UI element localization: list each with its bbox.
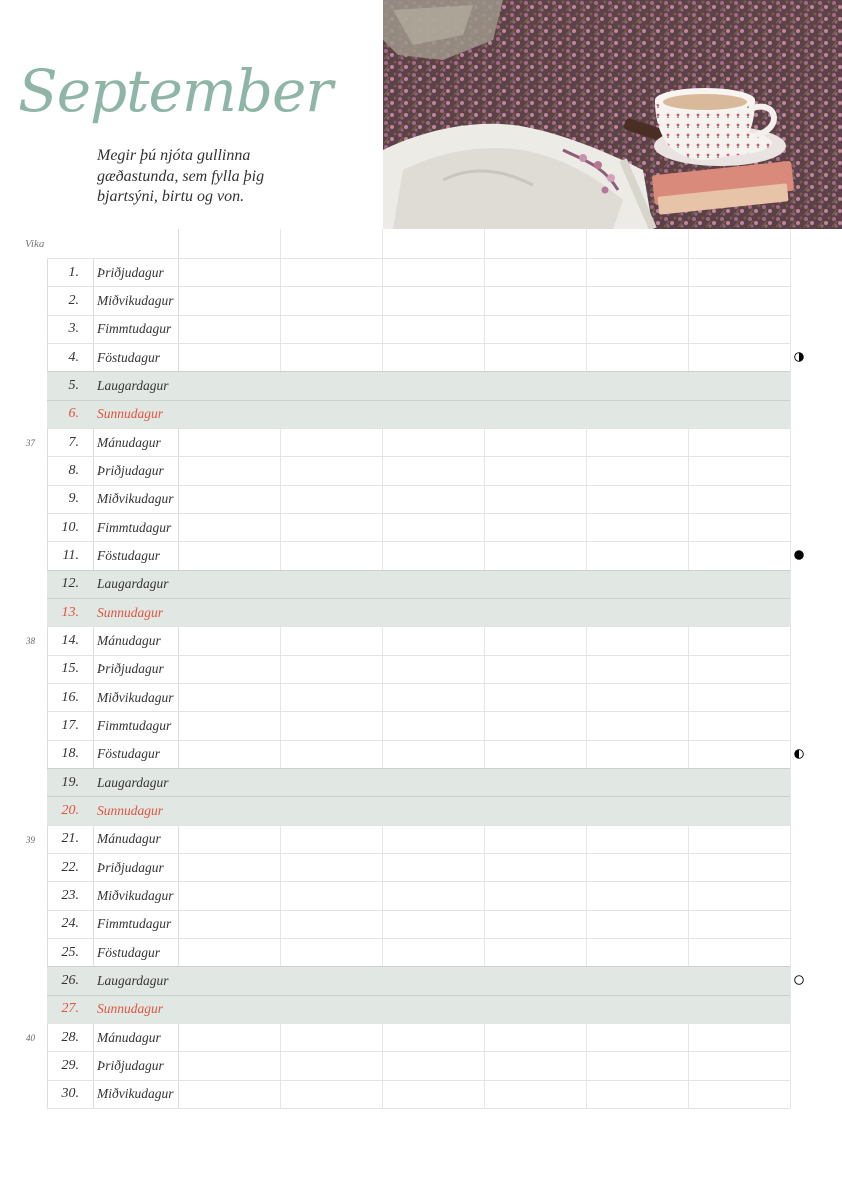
day-row[interactable]	[47, 485, 790, 513]
weekday-name: Laugardagur	[97, 972, 169, 988]
weekday-name: Þriðjudagur	[97, 661, 164, 677]
day-row[interactable]	[47, 315, 790, 343]
day-row[interactable]	[47, 598, 790, 626]
day-number: 3.	[68, 321, 79, 337]
day-number: 30.	[61, 1086, 79, 1102]
day-number: 6.	[68, 406, 79, 422]
day-number: 1.	[68, 264, 79, 280]
weekday-name: Föstudagur	[97, 746, 161, 762]
week-column-label: Vika	[25, 238, 45, 250]
day-row[interactable]	[47, 286, 790, 314]
day-row[interactable]	[47, 570, 790, 598]
column-divider	[790, 229, 791, 1108]
day-number: 27.	[61, 1001, 79, 1017]
day-number: 15.	[61, 661, 79, 677]
day-row[interactable]	[47, 910, 790, 938]
day-number: 5.	[68, 377, 79, 393]
day-number: 26.	[61, 972, 79, 988]
day-row[interactable]	[47, 768, 790, 796]
day-number: 29.	[61, 1057, 79, 1073]
day-number: 19.	[61, 774, 79, 790]
day-row[interactable]	[47, 881, 790, 909]
day-number: 16.	[61, 689, 79, 705]
day-number: 11.	[62, 547, 79, 563]
weekday-name: Mánudagur	[97, 434, 161, 450]
weekday-name: Mánudagur	[97, 632, 161, 648]
week-number: 37	[26, 437, 35, 448]
day-row[interactable]	[47, 258, 790, 286]
weekday-name: Þriðjudagur	[97, 462, 164, 478]
month-quote	[97, 146, 297, 208]
weekday-name: Þriðjudagur	[97, 1057, 164, 1073]
week-number: 38	[26, 636, 35, 647]
weekday-name: Föstudagur	[97, 944, 161, 960]
last-quarter-moon-icon	[794, 749, 804, 759]
day-row[interactable]	[47, 655, 790, 683]
day-row[interactable]	[47, 1023, 790, 1051]
week-number: 39	[26, 834, 35, 845]
new-moon-icon	[794, 550, 804, 560]
day-row[interactable]	[47, 343, 790, 371]
weekday-name: Miðvikudagur	[97, 1086, 174, 1102]
weekday-name: Sunnudagur	[97, 406, 164, 422]
day-number: 8.	[68, 462, 79, 478]
weekday-name: Fimmtudagur	[97, 916, 172, 932]
day-row[interactable]	[47, 1051, 790, 1079]
month-title: September	[18, 57, 332, 125]
weekday-name: Laugardagur	[97, 774, 169, 790]
teacup-heather-image	[383, 0, 842, 229]
day-number: 17.	[61, 717, 79, 733]
weekday-name: Laugardagur	[97, 576, 169, 592]
week-number: 40	[26, 1032, 35, 1043]
day-number: 21.	[61, 831, 79, 847]
weekday-name: Þriðjudagur	[97, 264, 164, 280]
day-number: 4.	[68, 349, 79, 365]
day-row[interactable]	[47, 683, 790, 711]
quote-line-3: bjartsýni, birtu og von.	[97, 188, 245, 205]
day-number: 18.	[61, 746, 79, 762]
weekday-name: Miðvikudagur	[97, 292, 174, 308]
day-row[interactable]	[47, 796, 790, 824]
weekday-name: Fimmtudagur	[97, 519, 172, 535]
day-number: 24.	[61, 916, 79, 932]
day-row[interactable]	[47, 711, 790, 739]
weekday-name: Miðvikudagur	[97, 887, 174, 903]
day-number: 14.	[61, 632, 79, 648]
day-number: 10.	[61, 519, 79, 535]
weekday-name: Sunnudagur	[97, 1001, 164, 1017]
weekday-name: Fimmtudagur	[97, 321, 172, 337]
day-number: 9.	[68, 491, 79, 507]
day-row[interactable]	[47, 541, 790, 569]
day-number: 7.	[68, 434, 79, 450]
day-number: 25.	[61, 944, 79, 960]
day-number: 22.	[61, 859, 79, 875]
day-row[interactable]	[47, 626, 790, 654]
weekday-name: Miðvikudagur	[97, 491, 174, 507]
day-row[interactable]	[47, 400, 790, 428]
day-number: 23.	[61, 887, 79, 903]
weekday-name: Föstudagur	[97, 349, 161, 365]
day-number: 20.	[61, 802, 79, 818]
day-row[interactable]	[47, 825, 790, 853]
day-row[interactable]	[47, 995, 790, 1023]
day-number: 2.	[68, 292, 79, 308]
grid-bottom-border	[47, 1108, 790, 1109]
weekday-name: Þriðjudagur	[97, 859, 164, 875]
quote-line-1: Megir þú njóta gullinna	[97, 147, 251, 164]
day-row[interactable]	[47, 938, 790, 966]
quote-line-2: gæðastunda, sem fylla þig	[97, 167, 265, 185]
day-row[interactable]	[47, 513, 790, 541]
first-quarter-moon-icon	[794, 352, 804, 362]
day-row[interactable]	[47, 428, 790, 456]
weekday-name: Mánudagur	[97, 1029, 161, 1045]
weekday-name: Sunnudagur	[97, 604, 164, 620]
weekday-name: Miðvikudagur	[97, 689, 174, 705]
day-row[interactable]	[47, 966, 790, 994]
header-photo	[383, 0, 842, 229]
day-row[interactable]	[47, 1080, 790, 1108]
day-row[interactable]	[47, 371, 790, 399]
weekday-name: Fimmtudagur	[97, 717, 172, 733]
full-moon-icon	[794, 975, 804, 985]
day-row[interactable]	[47, 853, 790, 881]
weekday-name: Sunnudagur	[97, 802, 164, 818]
day-number: 28.	[61, 1029, 79, 1045]
weekday-name: Mánudagur	[97, 831, 161, 847]
day-row[interactable]	[47, 456, 790, 484]
weekday-name: Laugardagur	[97, 377, 169, 393]
day-row[interactable]	[47, 740, 790, 768]
weekday-name: Föstudagur	[97, 547, 161, 563]
day-number: 12.	[61, 576, 79, 592]
day-number: 13.	[61, 604, 79, 620]
